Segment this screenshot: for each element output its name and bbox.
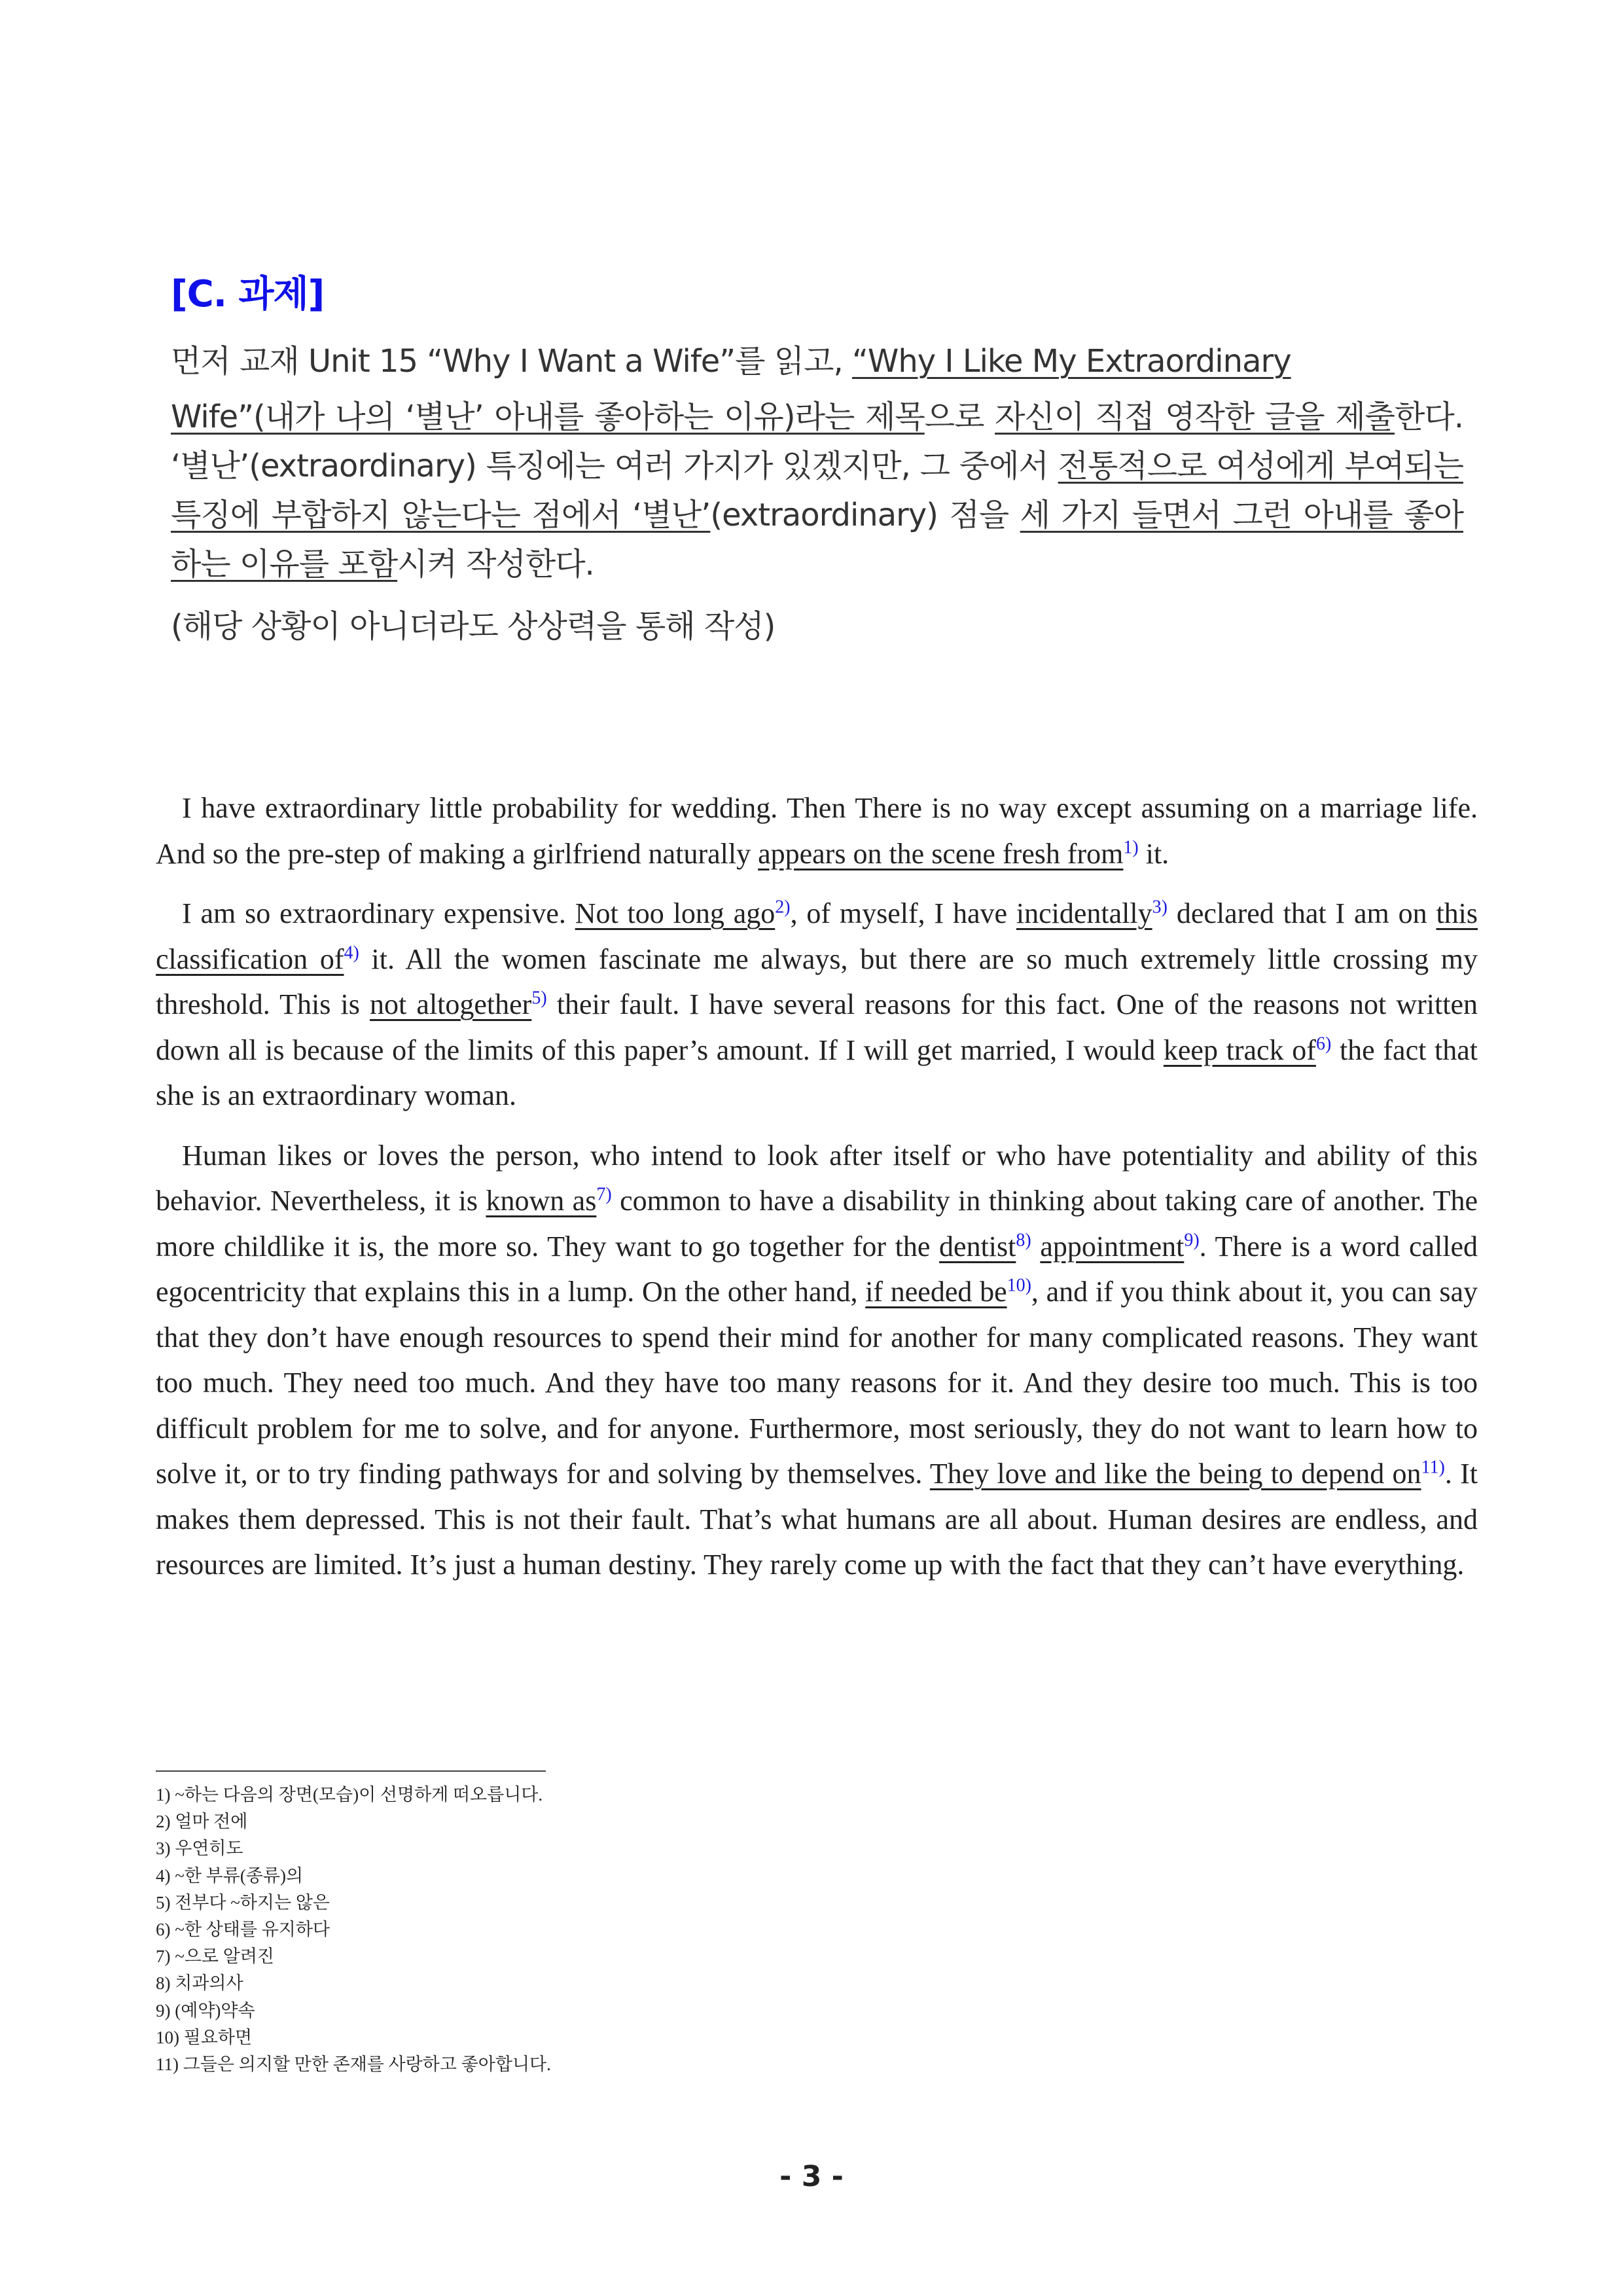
underlined-phrase: 세 가지 들면서 그런 아내를 좋아하는 이유를 포함 [171, 497, 1464, 583]
underlined-phrase: dentist [939, 1230, 1016, 1263]
text-run: it. All the women fascinate me always, but there are so much extremely little crossing my threshold. This is [156, 942, 1478, 1020]
underlined-phrase: They love and like the being to depend on [929, 1458, 1421, 1490]
section-title: [C. 과제] [171, 273, 325, 315]
footnote-item: 7) ~으로 알려진 [156, 1946, 275, 1967]
footnote-divider [156, 1770, 546, 1772]
footnote-item: 2) 얼마 전에 [156, 1812, 248, 1832]
text-run: , of myself, I have [790, 897, 1016, 929]
underlined-phrase: Wife”(내가 나의 ‘별난’ 아내를 좋아하는 이유)라는 제목 [171, 399, 925, 435]
underlined-phrase: 전통적으로 여성에게 부여되는 특징에 부합하지 않는다는 점에서 ‘별난’ [171, 448, 1463, 533]
essay-paragraph [156, 785, 1478, 876]
footnote-ref[interactable]: 5) [531, 988, 547, 1009]
text-run: I am so extraordinary expensive. [182, 897, 575, 929]
footnote-ref[interactable]: 1) [1123, 836, 1139, 857]
footnote-ref[interactable]: 9) [1184, 1229, 1200, 1250]
text-run: the fact that she is an extraordinary woman. [156, 1033, 1478, 1111]
footnote-item: 3) 우연히도 [156, 1839, 243, 1859]
instruction-line-1 [171, 331, 1463, 393]
essay-paragraph [156, 1133, 1478, 1588]
underlined-phrase: keep track of [1163, 1033, 1316, 1066]
underlined-phrase: appointment [1040, 1230, 1185, 1263]
underlined-phrase: 자신이 직접 영작한 글을 제출 [995, 399, 1395, 435]
text-run: common to have a disability in thinking about taking care of another. The more childlike it is, the more so. They want to go together for the [156, 1185, 1478, 1263]
text-run: 시켜 작성한다. [397, 546, 594, 583]
essay-paragraph [156, 891, 1478, 1119]
footnote-item: 4) ~한 부류(종류)의 [156, 1865, 304, 1886]
instruction-note: (해당 상황이 아니더라도 상상력을 통해 작성) [171, 608, 776, 645]
assignment-instructions [171, 331, 1463, 651]
text-run: . There is a word called egocentricity that explains this in a lump. On the other hand, [156, 1230, 1478, 1308]
footnote-ref[interactable]: 4) [344, 942, 359, 963]
footnote-ref[interactable]: 2) [775, 897, 791, 918]
text-run: 으로 [924, 399, 995, 435]
footnote-item: 9) (예약)약속 [156, 2000, 255, 2020]
text-run: I have extraordinary little probability for wedding. Then There is no way except assuming on a marriage life. And so the pre-step of making a girlfriend naturally [156, 792, 1478, 870]
underlined-phrase: appears on the scene fresh from [758, 837, 1124, 870]
underlined-phrase: Not too long ago [575, 897, 776, 929]
footnote-ref[interactable]: 8) [1016, 1229, 1031, 1250]
underlined-phrase: incidentally [1016, 897, 1152, 929]
text-run [1031, 1230, 1041, 1263]
footnote-item: 10) 필요하면 [156, 2027, 253, 2047]
instruction-body [171, 399, 1463, 583]
page-number: - 3 - [779, 2160, 844, 2193]
footnote-item: 11) 그들은 의지할 만한 존재를 사랑하고 좋아합니다. [156, 2054, 551, 2075]
text-run: Human likes or loves the person, who intend to look after itself or who have potentiality and ability of this behavior. Nevertheless, it is [156, 1139, 1478, 1217]
text-run: . It makes them depressed. This is not their fault. That’s what humans are all about. Human desires are endless, and resources are limited. It’s just a human destiny. They rarely come up with the fact that they can’t have everything. [156, 1458, 1478, 1581]
footnote-ref[interactable]: 10) [1007, 1275, 1031, 1296]
text-run: it. [1138, 837, 1169, 870]
footnote-item: 1) ~하는 다음의 장면(모습)이 선명하게 떠오릅니다. [156, 1785, 543, 1804]
footnote-ref[interactable]: 3) [1152, 897, 1168, 918]
text-run: 먼저 교재 Unit 15 “Why I Want a Wife”를 읽고, [171, 343, 853, 380]
underlined-phrase: if needed be [865, 1276, 1007, 1308]
footnote-item: 6) ~한 상태를 유지하다 [156, 1920, 330, 1940]
footnote-ref[interactable]: 7) [596, 1184, 612, 1205]
text-run: 한다. ‘별난’(extraordinary) 특징에는 여러 가지가 있겠지만, 그 중에서 [171, 399, 1463, 484]
footnotes [156, 1782, 551, 2078]
text-run: their fault. I have several reasons for this fact. One of the reasons not written down all is because of the limits of this paper’s amount. If I will get married, I would [156, 988, 1478, 1066]
underlined-phrase: this classification of [156, 897, 1478, 975]
footnote-ref[interactable]: 6) [1315, 1033, 1332, 1054]
footnote-item: 5) 전부다 ~하지는 않은 [156, 1892, 330, 1912]
text-run: declared that I am on [1167, 897, 1436, 929]
underlined-phrase: not altogether [370, 988, 532, 1020]
underlined-phrase: “Why I Like My Extraordinary [852, 343, 1291, 380]
footnote-item: 8) 치과의사 [156, 1973, 243, 1994]
underlined-phrase: known as [486, 1185, 597, 1217]
text-run: , and if you think about it, you can say that they don’t have enough resources to spend their mind for another for many complicated reasons. They want too much. They need too much. And they have too many reasons for it. And they desire too much. This is too difficult problem for me to solve, and for anyone. Furthermore, most seriously, they do not want to learn how to solve it, or to try finding pathways for and solving by themselves. [156, 1276, 1478, 1490]
essay-body [156, 785, 1478, 1602]
footnote-ref[interactable]: 11) [1421, 1457, 1445, 1478]
text-run: (extraordinary) 점을 [710, 497, 1020, 533]
